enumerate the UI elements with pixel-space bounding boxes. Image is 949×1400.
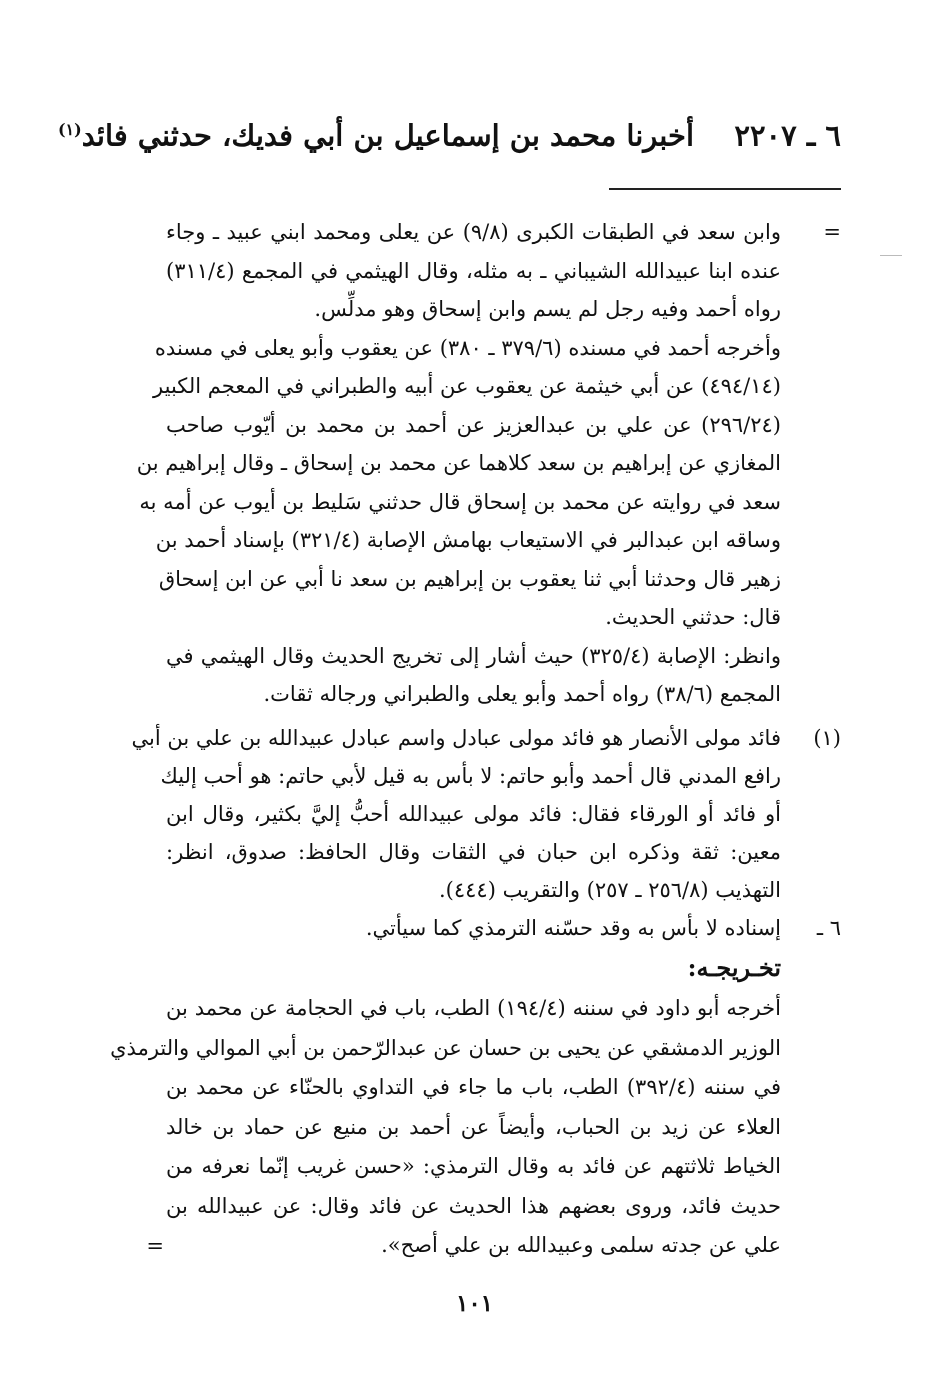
continued-footnote-line: وابن سعد في الطبقات الكبرى (٩/٨) عن يعلى ومحمد ابني عبيد ـ وجاء: [166, 220, 781, 244]
footnote-1-line: رافع المدني قال أحمد وأبو حاتم: لا بأس به قيل لأبي حاتم: هو أحب إليك: [160, 764, 781, 788]
continued-footnote-line: وأخرجه أحمد في مسنده (٣٧٩/٦ ـ ٣٨٠) عن يعقوب وأبو يعلى في مسنده: [154, 335, 781, 360]
continued-footnote-line: (٤٩٤/١٤) عن أبي خيثمة عن يعقوب عن أبيه والطبراني في المعجم الكبير: [153, 374, 781, 398]
continued-footnote-line: سعد في روايته عن محمد بن إسحاق قال حدثني سَليط بن أيوب عن أمه به: [139, 489, 781, 514]
takhrij-line: في سننه (٣٩٢/٤) الطب، باب ما جاء في التداوي بالحنّاء عن محمد بن: [166, 1075, 781, 1099]
continued-footnote-line: (٢٩٦/٢٤) عن علي بن عبدالعزيز عن أحمد بن محمد بن أيّوب صاحب: [166, 412, 781, 437]
continued-footnote-line: عنده ابنا عبيدالله الشيباني ـ به مثله، وقال الهيثمي في المجمع (٣١١/٤): [166, 258, 781, 283]
margin-mark: [880, 255, 902, 256]
takhrij-line: أخرجه أبو داود في سننه (١٩٤/٤) الطب، باب في الحجامة عن محمد بن: [166, 996, 781, 1020]
continued-footnote-line: قال: حدثني الحديث.: [605, 605, 781, 629]
continuation-marker-top: =: [823, 220, 841, 244]
footnote-1-line: معين: ثقة وذكره ابن حبان في الثقات وقال الحافظ: صدوق، انظر:: [166, 840, 781, 864]
footnote-ref: (١): [57, 120, 82, 139]
continuation-marker-bottom: =: [146, 1234, 164, 1258]
takhrij-line: العلاء عن زيد بن الحباب، وأيضاً عن أحمد بن منيع عن حماد بن خالد: [166, 1114, 781, 1139]
footnote-1-line: التهذيب (٢٥٦/٨ ـ ٢٥٧) والتقريب (٤٤٤).: [438, 878, 781, 902]
footnote-separator: [609, 188, 841, 190]
footnote-1-line: فائد مولى الأنصار هو فائد مولى عبادل واسم عبادل عبيدالله بن علي بن أبي: [131, 726, 781, 750]
footnote-1-marker: (١): [813, 726, 841, 750]
page-number: ١٠١: [455, 1290, 494, 1317]
takhrij-line: الخياط ثلاثتهم عن فائد به وقال الترمذي: «حسن غريب إنّما نعرفه من: [166, 1154, 781, 1178]
takhrij-title: تخـريجـه:: [687, 953, 781, 982]
continued-footnote-line: رواه أحمد وفيه رجل لم يسم وابن إسحاق وهو مدلِّس.: [314, 297, 781, 321]
takhrij-line: الوزير الدمشقي عن يحيى بن حسان عن عبدالرّحمن بن أبي الموالي والترمذي: [110, 1035, 781, 1060]
footnote-1-line: أو فائد أو الورقاء فقال: فائد مولى عبيدالله أحبُّ إليَّ بكثير، وقال ابن: [166, 802, 781, 826]
continued-footnote-line: زهير قال وحدثنا أبي ثنا يعقوب بن إبراهيم بن سعد نا أبي عن ابن إسحاق: [158, 566, 781, 591]
continued-footnote-line: المغازي عن إبراهيم بن سعد كلاهما عن محمد بن إسحاق ـ وقال إبراهيم بن: [136, 451, 781, 475]
continued-footnote-line: المجمع (٣٨/٦) رواه أحمد وأبو يعلى والطبراني ورجاله ثقات.: [263, 682, 781, 706]
takhrij-line: حديث فائد، وروى بعضهم هذا الحديث عن فائد وقال: عن عبيدالله بن: [166, 1193, 781, 1218]
continued-footnote-line: وساقه ابن عبدالبر في الاستيعاب بهامش الإصابة (٣٢١/٤) بإسناد أحمد بن: [155, 528, 781, 552]
takhrij-line: علي عن جدته سلمى وعبيدالله بن علي أصح».: [381, 1233, 781, 1257]
hadith-number: ٦ ـ ٢٢٠٧: [734, 118, 841, 153]
continued-footnote-line: وانظر: الإصابة (٣٢٥/٤) حيث أشار إلى تخريج الحديث وقال الهيثمي في: [166, 643, 781, 668]
hadith-chain: أخبرنا محمد بن إسماعيل بن أبي فديك، حدثني فائد: [81, 118, 695, 153]
hadith-header: [57, 110, 841, 156]
grading-marker: ٦ ـ: [816, 916, 841, 940]
grading-text: إسناده لا بأس به وقد حسّنه الترمذي كما سيأتي.: [365, 916, 781, 940]
